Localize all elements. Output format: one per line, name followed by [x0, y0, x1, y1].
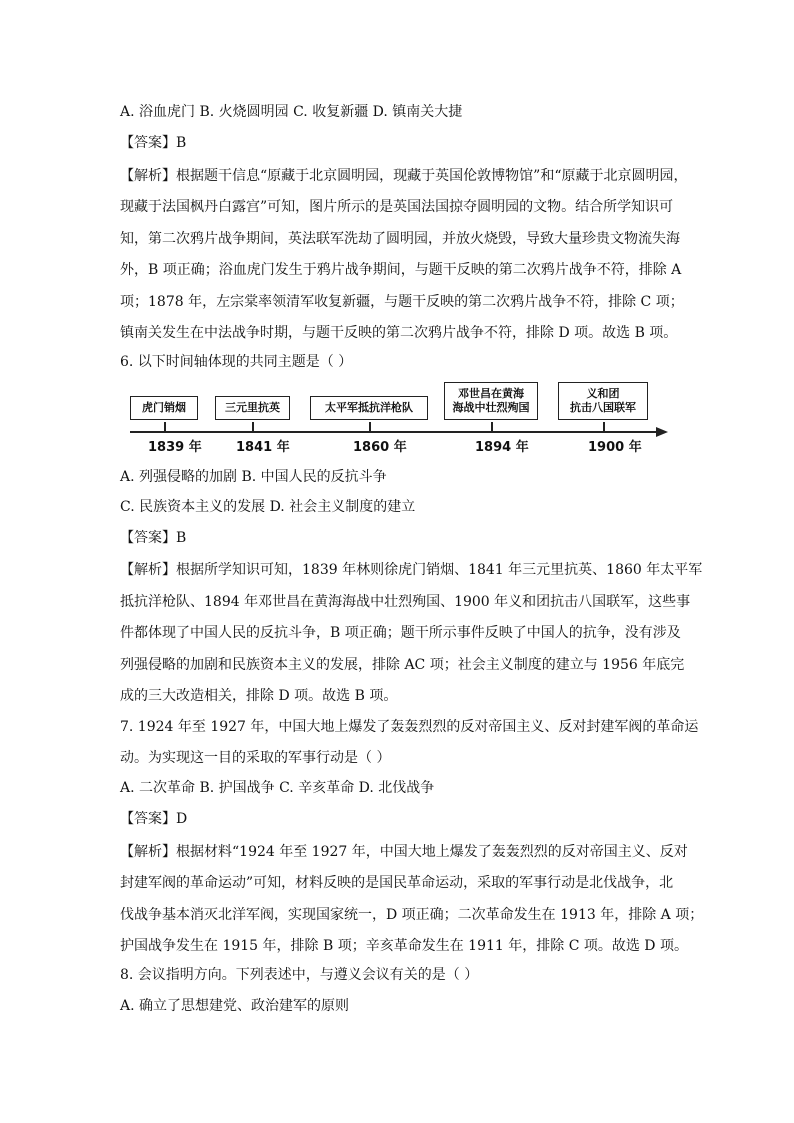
- timeline-year: 1841 年: [236, 440, 290, 455]
- q6-analysis-line: 件都体现了中国人民的反抗斗争，B 项正确；题干所示事件反映了中国人的抗争，没有涉及: [120, 625, 681, 641]
- q5-analysis-line: 项；1878 年，左宗棠率领清军收复新疆，与题干反映的第二次鸦片战争不符，排除 C 项；: [120, 294, 684, 310]
- timeline-axis: [130, 431, 660, 433]
- timeline-year: 1894 年: [475, 440, 529, 455]
- timeline-year: 1839 年: [148, 440, 202, 455]
- q8-option-a: A. 确立了思想建党、政治建军的原则: [120, 998, 350, 1014]
- q7-answer: 【答案】D: [120, 811, 188, 827]
- q6-question: 6. 以下时间轴体现的共同主题是（ ）: [120, 354, 353, 370]
- timeline-event-2: 三元里抗英: [215, 396, 290, 420]
- q5-answer: 【答案】B: [120, 135, 187, 151]
- q7-analysis-line: 封建军阀的革命运动”可知，材料反映的是国民革命运动，采取的军事行动是北伐战争，北: [120, 875, 674, 891]
- q5-analysis-line: 现藏于法国枫丹白露宫”可知，图片所示的是英国法国掠夺圆明园的文物。结合所学知识可: [120, 199, 674, 215]
- q7-analysis-line: 护国战争发生在 1915 年，排除 B 项；辛亥革命发生在 1911 年，排除 C 项。故选 D 项。: [120, 938, 688, 954]
- q5-analysis-line: 知，第二次鸦片战争期间，英法联军洗劫了圆明园，并放火烧毁，导致大量珍贵文物流失海: [120, 231, 680, 247]
- q7-analysis-line: 【解析】根据材料“1924 年至 1927 年，中国大地上爆发了轰轰烈烈的反对帝国主义、反对: [120, 844, 688, 860]
- q7-question: 7. 1924 年至 1927 年，中国大地上爆发了轰轰烈烈的反对帝国主义、反对封建军阀的革命运: [120, 719, 699, 735]
- timeline-figure: [120, 378, 680, 458]
- q6-options-cd: C. 民族资本主义的发展 D. 社会主义制度的建立: [120, 499, 416, 515]
- timeline-tick: [369, 422, 371, 432]
- q5-analysis-line: 【解析】根据题干信息“原藏于北京圆明园，现藏于英国伦敦博物馆”和“原藏于北京圆明园，: [120, 168, 688, 184]
- q8-question: 8. 会议指明方向。下列表述中，与遵义会议有关的是（ ）: [120, 967, 479, 983]
- timeline-tick: [603, 422, 605, 432]
- timeline-tick: [491, 422, 493, 432]
- timeline-event-5: 义和团 抗击八国联军: [558, 382, 648, 420]
- timeline-arrow: [656, 427, 668, 437]
- q7-analysis-line: 伐战争基本消灭北洋军阀，实现国家统一，D 项正确；二次革命发生在 1913 年，排除 A 项；: [120, 907, 704, 923]
- q7-question: 动。为实现这一目的采取的军事行动是（ ）: [120, 750, 391, 766]
- q6-analysis-line: 列强侵略的加剧和民族资本主义的发展，排除 AC 项；社会主义制度的建立与 1956 年底完: [120, 657, 685, 673]
- q6-analysis-line: 【解析】根据所学知识可知，1839 年林则徐虎门销烟、1841 年三元里抗英、1860 年太平军: [120, 562, 703, 578]
- q6-options-ab: A. 列强侵略的加剧 B. 中国人民的反抗斗争: [120, 469, 387, 485]
- q7-options: A. 二次革命 B. 护国战争 C. 辛亥革命 D. 北伐战争: [120, 780, 435, 796]
- timeline-event-3: 太平军抵抗洋枪队: [310, 396, 428, 420]
- q5-analysis-line: 外，B 项正确；浴血虎门发生于鸦片战争期间，与题干反映的第二次鸦片战争不符，排除 A: [120, 262, 682, 278]
- timeline-year: 1900 年: [588, 440, 642, 455]
- q6-analysis-line: 抵抗洋枪队、1894 年邓世昌在黄海海战中壮烈殉国、1900 年义和团抗击八国联军，这些事: [120, 594, 691, 610]
- timeline-event-1: 虎门销烟: [130, 396, 198, 420]
- q6-answer: 【答案】B: [120, 530, 187, 546]
- timeline-year: 1860 年: [353, 440, 407, 455]
- timeline-tick: [164, 422, 166, 432]
- timeline-tick: [252, 422, 254, 432]
- q5-analysis-line: 镇南关发生在中法战争时期，与题干反映的第二次鸦片战争不符，排除 D 项。故选 B 项。: [120, 325, 678, 341]
- q5-options: A. 浴血虎门 B. 火烧圆明园 C. 收复新疆 D. 镇南关大捷: [120, 104, 463, 120]
- q6-analysis-line: 成的三大改造相关，排除 D 项。故选 B 项。: [120, 688, 398, 704]
- timeline-event-4: 邓世昌在黄海 海战中壮烈殉国: [444, 382, 538, 420]
